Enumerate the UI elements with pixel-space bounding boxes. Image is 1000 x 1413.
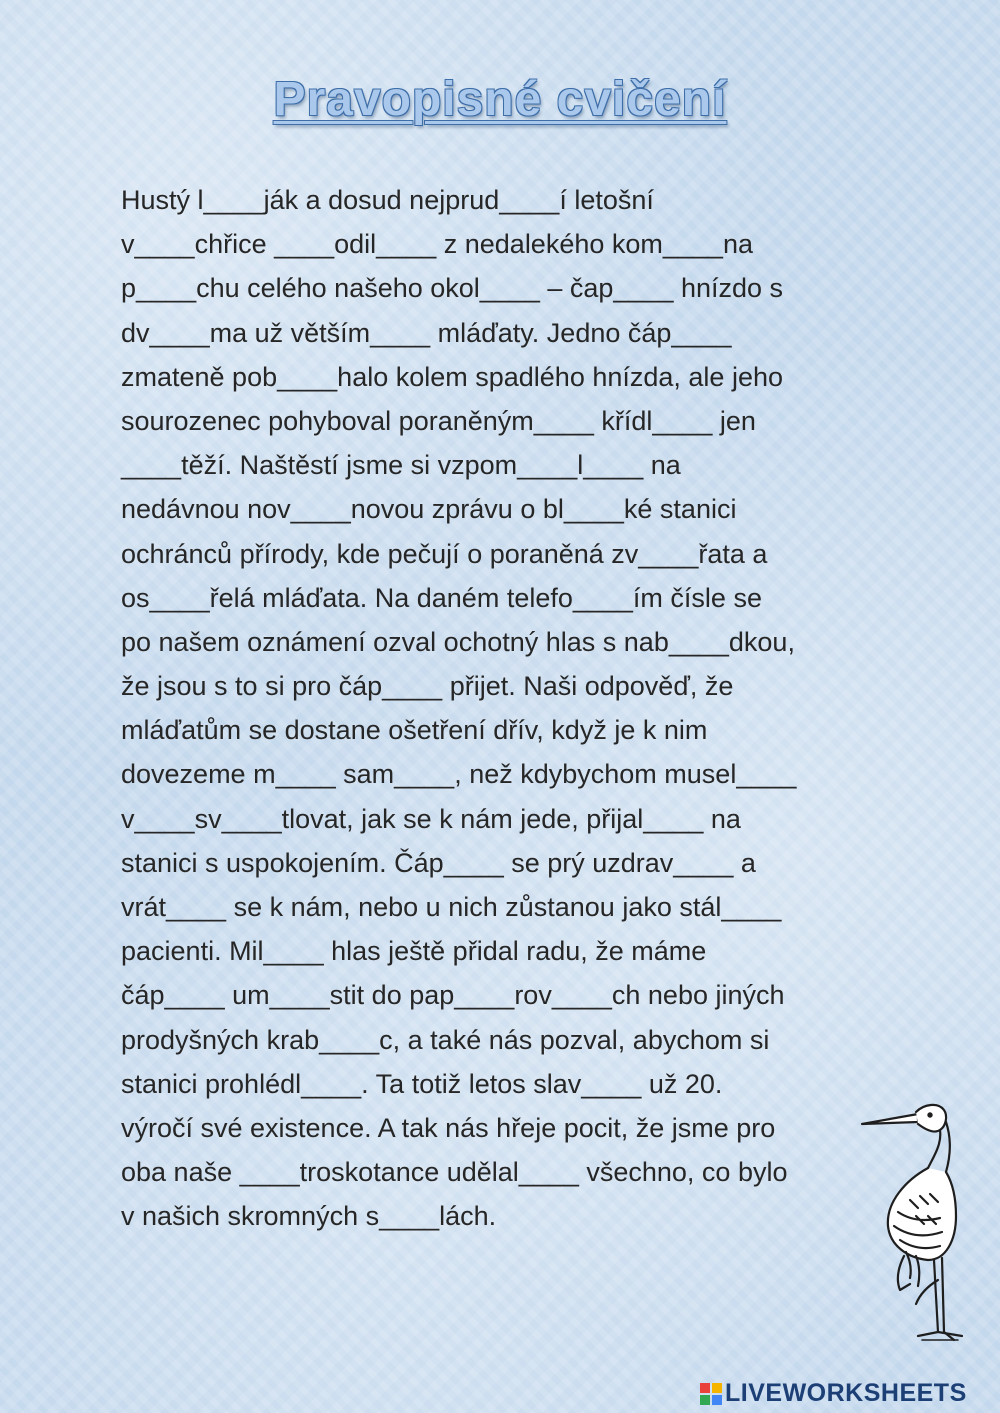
text-line: zmateně pob____halo kolem spadlého hnízda, ale jeho	[121, 361, 783, 392]
text-line: pacienti. Mil____ hlas ještě přidal radu, že máme	[121, 936, 707, 967]
text-line: stanici prohlédl____. Ta totiž letos slav____ už 20.	[121, 1068, 723, 1099]
liveworksheets-branding	[700, 1379, 967, 1408]
text-line: oba naše ____troskotance udělal____ všechno, co bylo	[121, 1157, 788, 1188]
text-line: dovezeme m____ sam____, než kdybychom musel____	[121, 759, 797, 790]
text-line: ochránců přírody, kde pečují o poraněná zv____řata a	[121, 538, 768, 569]
text-line: Hustý l____ják a dosud nejprud____í letošní	[121, 185, 654, 215]
liveworksheets-logo-icon	[700, 1383, 722, 1405]
text-line: v____sv____tlovat, jak se k nám jede, přijal____ na	[121, 803, 741, 834]
text-line: mláďatům se dostane ošetření dřív, když je k nim	[121, 715, 708, 746]
text-line: os____řelá mláďata. Na daném telefo____ím čísle se	[121, 582, 762, 613]
text-line: v____chřice ____odil____ z nedalekého kom____na	[121, 229, 753, 260]
page-title: Pravopisné cvičení	[273, 73, 727, 126]
text-line: v našich skromných s____lách.	[121, 1201, 497, 1232]
text-line: čáp____ um____stit do pap____rov____ch nebo jiných	[121, 980, 785, 1011]
text-line: dv____ma už větším____ mláďaty. Jedno čáp____	[121, 317, 732, 348]
text-line: po našem oznámení ozval ochotný hlas s nab____dkou,	[121, 626, 795, 657]
exercise-text	[121, 178, 901, 1239]
text-line: prodyšných krab____c, a také nás pozval, abychom si	[121, 1024, 770, 1055]
text-line: vrát____ se k nám, nebo u nich zůstanou jako stál____	[121, 892, 782, 922]
text-line: výročí své existence. A tak nás hřeje pocit, že jsme pro	[121, 1112, 776, 1143]
text-line: stanici s uspokojením. Čáp____ se prý uzdrav____ a	[121, 847, 756, 878]
text-line: nedávnou nov____novou zprávu o bl____ké stanici	[121, 494, 737, 525]
text-line: ____těží. Naštěstí jsme si vzpom____l____ na	[121, 450, 681, 481]
text-line: že jsou s to si pro čáp____ přijet. Naši odpověď, že	[121, 671, 734, 702]
stork-icon	[858, 1100, 978, 1350]
brand-text: LIVEWORKSHEETS	[725, 1379, 967, 1407]
text-line: sourozenec pohyboval poraněným____ křídl____ jen	[121, 405, 756, 436]
text-line: p____chu celého našeho okol____ – čap____ hnízdo s	[121, 273, 784, 304]
